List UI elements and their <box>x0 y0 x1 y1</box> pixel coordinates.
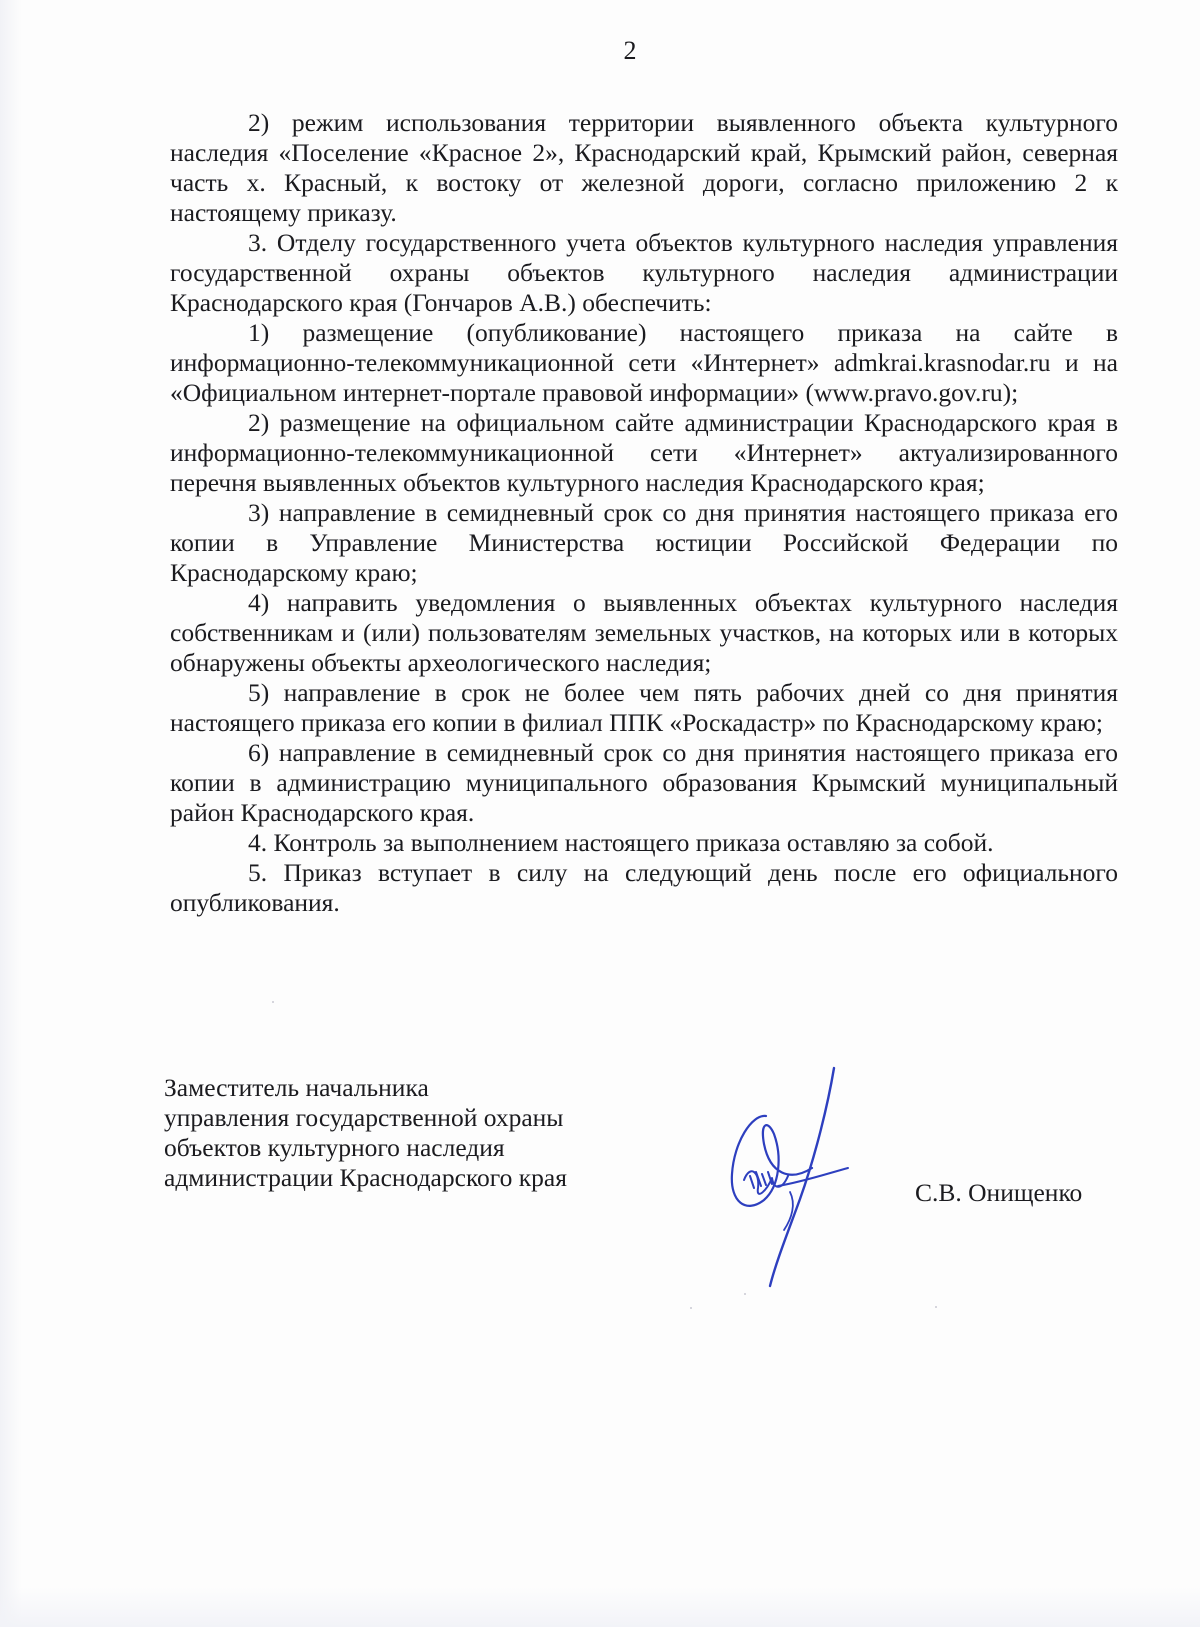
scan-speck <box>272 1001 274 1003</box>
signer-name: С.В. Онищенко <box>915 1178 1083 1207</box>
signer-position-line: Заместитель начальника <box>164 1073 429 1102</box>
scan-speck <box>744 1293 746 1295</box>
handwritten-signature <box>730 1064 880 1289</box>
scan-shadow-bottom <box>0 1587 1200 1627</box>
paragraph-item-2-regime: 2) режим использования территории выявленного объекта культурного наследия «Поселение «Красное 2», Краснодарский край, Крымский район, северная часть х. Красный, к востоку от железной дороги, согласно приложению 2 к настоящему приказу. <box>170 108 1118 227</box>
document-body <box>170 108 1118 918</box>
signer-position <box>164 1073 567 1193</box>
paragraph-subitem-6-municipality: 6) направление в семидневный срок со дня принятия настоящего приказа его копии в администрацию муниципального образования Крымский муниципальный район Краснодарского края. <box>170 738 1118 827</box>
signer-position-line: управления государственной охраны <box>164 1103 564 1132</box>
scan-speck <box>935 1306 937 1308</box>
paragraph-subitem-5-roskadastr: 5) направление в срок не более чем пять рабочих дней со дня принятия настоящего приказа его копии в филиал ППК «Роскадастр» по Краснодарскому краю; <box>170 678 1118 737</box>
signer-position-line: администрации Краснодарского края <box>164 1163 567 1192</box>
paragraph-subitem-4-notifications: 4) направить уведомления о выявленных объектах культурного наследия собственникам и (или) пользователям земельных участков, на которых или в которых обнаружены объекты археологического наследия; <box>170 588 1118 677</box>
paragraph-clause-3: 3. Отделу государственного учета объектов культурного наследия управления государственной охраны объектов культурного наследия администрации Краснодарского края (Гончаров А.В.) обеспечить: <box>170 228 1118 317</box>
paragraph-clause-5-effect: 5. Приказ вступает в силу на следующий день после его официального опубликования. <box>170 858 1118 917</box>
paragraph-clause-4-control: 4. Контроль за выполнением настоящего приказа оставляю за собой. <box>248 828 994 857</box>
paragraph-subitem-3-ministry: 3) направление в семидневный срок со дня принятия настоящего приказа его копии в Управление Министерства юстиции Российской Федерации по Краснодарскому краю; <box>170 498 1118 587</box>
paragraph-subitem-2-website: 2) размещение на официальном сайте администрации Краснодарского края в информационно-телекоммуникационной сети «Интернет» актуализированного перечня выявленных объектов культурного наследия Краснодарского края; <box>170 408 1118 497</box>
paragraph-subitem-1-publication: 1) размещение (опубликование) настоящего приказа на сайте в информационно-телекоммуникационной сети «Интернет» admkrai.krasnodar.ru и на «Официальном интернет-портале правовой информации» (www.pravo.gov.ru); <box>170 318 1118 407</box>
page-number: 2 <box>623 36 637 65</box>
scan-speck <box>690 1307 692 1309</box>
scan-shadow-edge <box>0 0 22 1627</box>
signer-position-line: объектов культурного наследия <box>164 1133 505 1162</box>
